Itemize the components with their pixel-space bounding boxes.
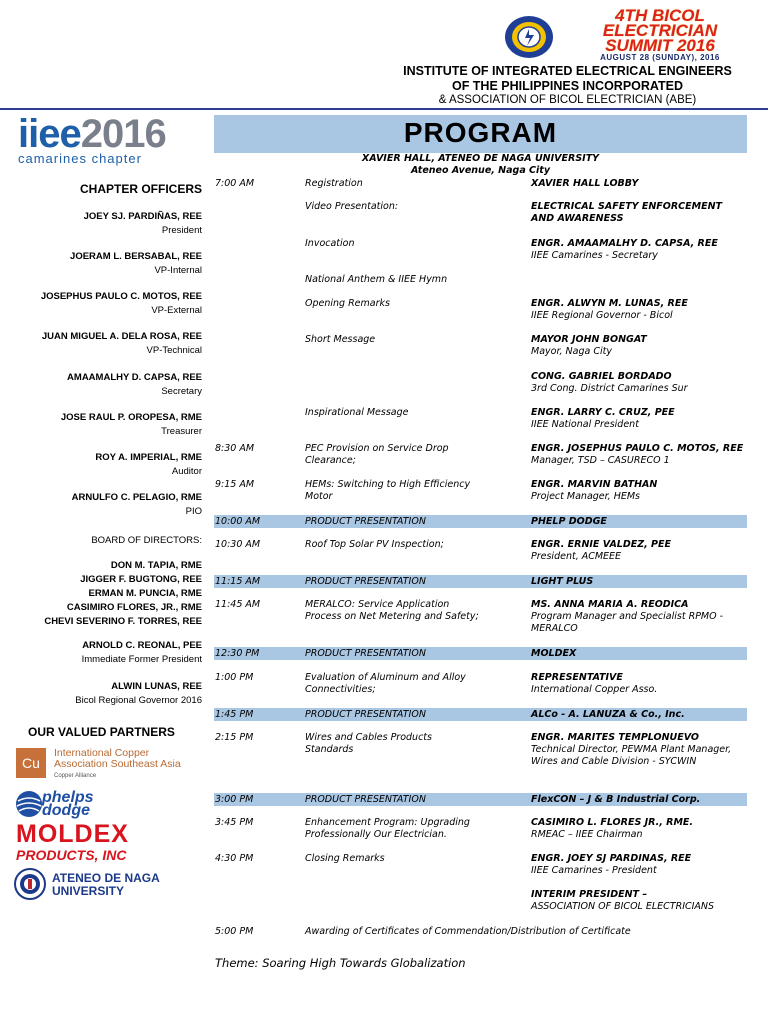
- row-activity: Wires and Cables Products Standards: [305, 732, 432, 755]
- row-activity: PRODUCT PRESENTATION: [305, 516, 426, 527]
- former-name: ARNOLD C. REONAL, PEE: [82, 640, 202, 651]
- row-speaker: ELECTRICAL SAFETY ENFORCEMENT AND AWARENESS: [531, 201, 723, 224]
- moldex-logo: [16, 822, 136, 867]
- row-speaker: MS. ANNA MARIA A. REODICA: [531, 599, 689, 610]
- row-time: 4:30 PM: [215, 853, 254, 864]
- phelps-globe-icon: [14, 789, 44, 819]
- director-list: [0, 559, 202, 629]
- venue-line1: XAVIER HALL, ATENEO DE NAGA UNIVERSITY: [361, 153, 600, 164]
- officer-name: JOSE RAUL P. OROPESA, RME: [60, 412, 202, 423]
- row-speaker: ENGR. MARVIN BATHAN: [531, 479, 658, 490]
- summit-title: [560, 8, 760, 63]
- officer-role: PIO: [185, 506, 202, 517]
- product-presentation-row: [214, 575, 747, 588]
- row-time: 11:15 AM: [215, 576, 261, 587]
- row-speaker: REPRESENTATIVE: [531, 672, 623, 683]
- program-theme: Theme: Soaring High Towards Globalization: [215, 956, 466, 970]
- row-time: 3:45 PM: [215, 817, 254, 828]
- summit-line1: 4TH BICOL: [615, 6, 705, 25]
- officer-entry: [0, 451, 202, 479]
- summit-line2: ELECTRICIAN: [602, 21, 718, 40]
- row-speaker: ENGR. LARRY C. CRUZ, PEE: [531, 407, 675, 418]
- ateneo-line1: ATENEO DE NAGA: [52, 871, 160, 885]
- icasea-line1: International Copper: [54, 747, 150, 759]
- row-speaker: XAVIER HALL LOBBY: [531, 178, 639, 189]
- product-presentation-row: [214, 515, 747, 528]
- officer-name: JOSEPHUS PAULO C. MOTOS, REE: [40, 291, 202, 302]
- row-activity: PRODUCT PRESENTATION: [305, 576, 426, 587]
- institute-line2: OF THE PHILIPPINES INCORPORATED: [451, 79, 684, 93]
- governor-role: Bicol Regional Governor 2016: [75, 695, 202, 706]
- row-speaker: ENGR. MARITES TEMPLONUEVO: [531, 732, 700, 743]
- officer-name: JOERAM L. BERSABAL, REE: [70, 251, 202, 262]
- moldex-line1: MOLDEX: [16, 820, 129, 848]
- row-activity: HEMs: Switching to High Efficiency Motor: [305, 479, 471, 502]
- phelps-line2: dodge: [42, 802, 90, 819]
- association-name: & ASSOCIATION OF BICOL ELECTRICIAN (ABE): [438, 94, 697, 106]
- row-activity: PRODUCT PRESENTATION: [305, 794, 426, 805]
- former-role: Immediate Former President: [81, 654, 202, 665]
- row-company: FlexCON – J & B Industrial Corp.: [531, 794, 701, 805]
- director-name: DON M. TAPIA, RME: [110, 560, 202, 571]
- logo-text-year: 2016: [80, 112, 166, 156]
- row-speaker-detail: IIEE Camarines - President: [531, 865, 657, 876]
- summit-date: AUGUST 28 (SUNDAY), 2016: [600, 53, 720, 62]
- product-presentation-row: [214, 793, 747, 806]
- venue-line2: Ateneo Avenue, Naga City: [410, 165, 551, 176]
- summit-emblem: [503, 13, 557, 61]
- phelps-line1: phelps: [42, 789, 94, 806]
- row-speaker-detail: RMEAC – IIEE Chairman: [531, 829, 643, 840]
- row-activity: Invocation: [305, 238, 355, 249]
- row-activity: Roof Top Solar PV Inspection;: [305, 539, 444, 550]
- logo-subtitle: camarines chapter: [18, 151, 142, 166]
- row-time: 10:30 AM: [215, 539, 261, 550]
- officer-role: VP-Technical: [146, 345, 202, 356]
- row-company: LIGHT PLUS: [531, 576, 594, 587]
- phelps-dodge-logo: [14, 787, 134, 823]
- row-speaker: ENGR. ERNIE VALDEZ, PEE: [531, 539, 671, 550]
- row-speaker-detail: 3rd Cong. District Camarines Sur: [531, 383, 688, 394]
- regional-governor: [0, 680, 202, 708]
- row-time: 2:15 PM: [215, 732, 254, 743]
- former-president: [0, 639, 202, 667]
- row-speaker-detail: ASSOCIATION OF BICOL ELECTRICIANS: [531, 901, 715, 912]
- row-speaker-detail: President, ACMEEE: [531, 551, 622, 562]
- icasea-tagline: Copper Alliance: [54, 773, 97, 779]
- row-activity: PRODUCT PRESENTATION: [305, 648, 426, 659]
- header-divider: [0, 108, 768, 110]
- ateneo-logo: [14, 868, 204, 902]
- row-speaker-detail: Manager, TSD – CASURECO 1: [531, 455, 670, 466]
- summit-line3: SUMMIT 2016: [605, 36, 715, 55]
- row-company: MOLDEX: [531, 648, 577, 659]
- row-speaker-detail: IIEE Camarines - Secretary: [531, 250, 658, 261]
- officer-entry: [0, 290, 202, 318]
- row-time: 10:00 AM: [215, 516, 261, 527]
- row-time: 12:30 PM: [215, 648, 260, 659]
- row-speaker-detail: Mayor, Naga City: [531, 346, 612, 357]
- row-speaker: CASIMIRO L. FLORES JR., RME.: [531, 817, 694, 828]
- officer-entry: [0, 491, 202, 519]
- row-company: ALCo - A. LANUZA & Co., Inc.: [531, 709, 685, 720]
- copper-symbol: Cu: [16, 748, 46, 778]
- row-time: 9:15 AM: [215, 479, 255, 490]
- row-speaker-detail: Program Manager and Specialist RPMO - MERALCO: [531, 611, 724, 634]
- officer-name: JUAN MIGUEL A. DELA ROSA, REE: [41, 331, 202, 342]
- partners-heading: OUR VALUED PARTNERS: [28, 725, 175, 739]
- row-activity: Short Message: [305, 334, 376, 345]
- row-activity: National Anthem & IIEE Hymn: [305, 274, 448, 285]
- officer-entry: [0, 250, 202, 278]
- row-activity: Video Presentation:: [305, 201, 399, 212]
- row-time: 7:00 AM: [215, 178, 255, 189]
- officer-role: VP-Internal: [154, 265, 202, 276]
- row-activity: Opening Remarks: [305, 298, 390, 309]
- logo-text-iiee: iiee: [18, 112, 81, 156]
- institute-line1: INSTITUTE OF INTEGRATED ELECTRICAL ENGINEERS: [403, 64, 732, 78]
- icasea-name: [54, 748, 181, 770]
- row-activity: Enhancement Program: Upgrading Professionally Our Electrician.: [305, 817, 470, 840]
- moldex-line2: PRODUCTS, INC: [16, 847, 127, 863]
- row-speaker-detail: International Copper Asso.: [531, 684, 658, 695]
- row-time: 1:00 PM: [215, 672, 254, 683]
- officer-role: Auditor: [171, 466, 202, 477]
- row-time: 11:45 AM: [215, 599, 261, 610]
- officer-name: AMAAMALHY D. CAPSA, REE: [67, 372, 202, 383]
- row-activity: MERALCO: Service Application Process on Net Metering and Safety;: [305, 599, 479, 622]
- iiee-chapter-logo: [18, 112, 204, 166]
- icasea-line2: Association Southeast Asia: [54, 758, 181, 770]
- row-speaker: ENGR. AMAAMALHY D. CAPSA, REE: [531, 238, 718, 249]
- row-speaker-detail: Technical Director, PEWMA Plant Manager, Wires and Cable Division - SYCWIN: [531, 744, 732, 767]
- ateneo-line2: UNIVERSITY: [52, 884, 125, 898]
- officer-role: Secretary: [161, 386, 202, 397]
- ateneo-seal-icon: [14, 868, 46, 900]
- officer-role: VP-External: [151, 305, 202, 316]
- row-activity: Evaluation of Aluminum and Alloy Connectivities;: [305, 672, 466, 695]
- row-speaker: MAYOR JOHN BONGAT: [531, 334, 647, 345]
- officers-heading: CHAPTER OFFICERS: [79, 182, 202, 196]
- row-speaker: ENGR. JOSEPHUS PAULO C. MOTOS, REE: [531, 443, 744, 454]
- product-presentation-row: [214, 647, 747, 660]
- officer-entry: [0, 210, 202, 238]
- officer-entry: [0, 411, 202, 439]
- director-name: CHEVI SEVERINO F. TORRES, REE: [44, 616, 202, 627]
- row-activity: Registration: [305, 178, 363, 189]
- program-venue: [214, 153, 747, 177]
- product-presentation-row: [214, 708, 747, 721]
- row-activity: PRODUCT PRESENTATION: [305, 709, 426, 720]
- row-speaker: ENGR. ALWYN M. LUNAS, REE: [531, 298, 688, 309]
- row-speaker: ENGR. JOEY SJ PARDINAS, REE: [531, 853, 692, 864]
- officer-entry: [0, 371, 202, 399]
- row-time: 5:00 PM: [215, 926, 254, 937]
- officer-name: ARNULFO C. PELAGIO, RME: [71, 492, 202, 503]
- row-activity: Awarding of Certificates of Commendation/Distribution of Certificate: [305, 926, 631, 937]
- officer-role: President: [161, 225, 202, 236]
- row-time: 8:30 AM: [215, 443, 255, 454]
- director-name: ERMAN M. PUNCIA, RME: [88, 588, 202, 599]
- director-name: JIGGER F. BUGTONG, REE: [80, 574, 202, 585]
- row-speaker-detail: IIEE National President: [531, 419, 639, 430]
- row-activity: Closing Remarks: [305, 853, 385, 864]
- officer-role: Treasurer: [161, 426, 202, 437]
- officer-name: ROY A. IMPERIAL, RME: [95, 452, 202, 463]
- icasea-logo: [16, 748, 206, 784]
- officer-name: JOEY SJ. PARDIÑAS, REE: [83, 211, 202, 222]
- row-time: 1:45 PM: [215, 709, 254, 720]
- governor-name: ALWIN LUNAS, REE: [111, 681, 202, 692]
- row-speaker-detail: Project Manager, HEMs: [531, 491, 640, 502]
- institute-name: [380, 64, 755, 94]
- row-speaker: INTERIM PRESIDENT –: [531, 889, 648, 900]
- officer-entry: [0, 330, 202, 358]
- row-activity: Inspirational Message: [305, 407, 409, 418]
- row-speaker-detail: IIEE Regional Governor - Bicol: [531, 310, 673, 321]
- program-title: PROGRAM: [403, 117, 558, 148]
- row-time: 3:00 PM: [215, 794, 254, 805]
- director-name: CASIMIRO FLORES, JR., RME: [66, 602, 202, 613]
- board-heading: BOARD OF DIRECTORS:: [91, 535, 202, 546]
- row-company: PHELP DODGE: [531, 516, 607, 527]
- row-speaker: CONG. GABRIEL BORDADO: [531, 371, 672, 382]
- row-activity: PEC Provision on Service Drop Clearance;: [305, 443, 449, 466]
